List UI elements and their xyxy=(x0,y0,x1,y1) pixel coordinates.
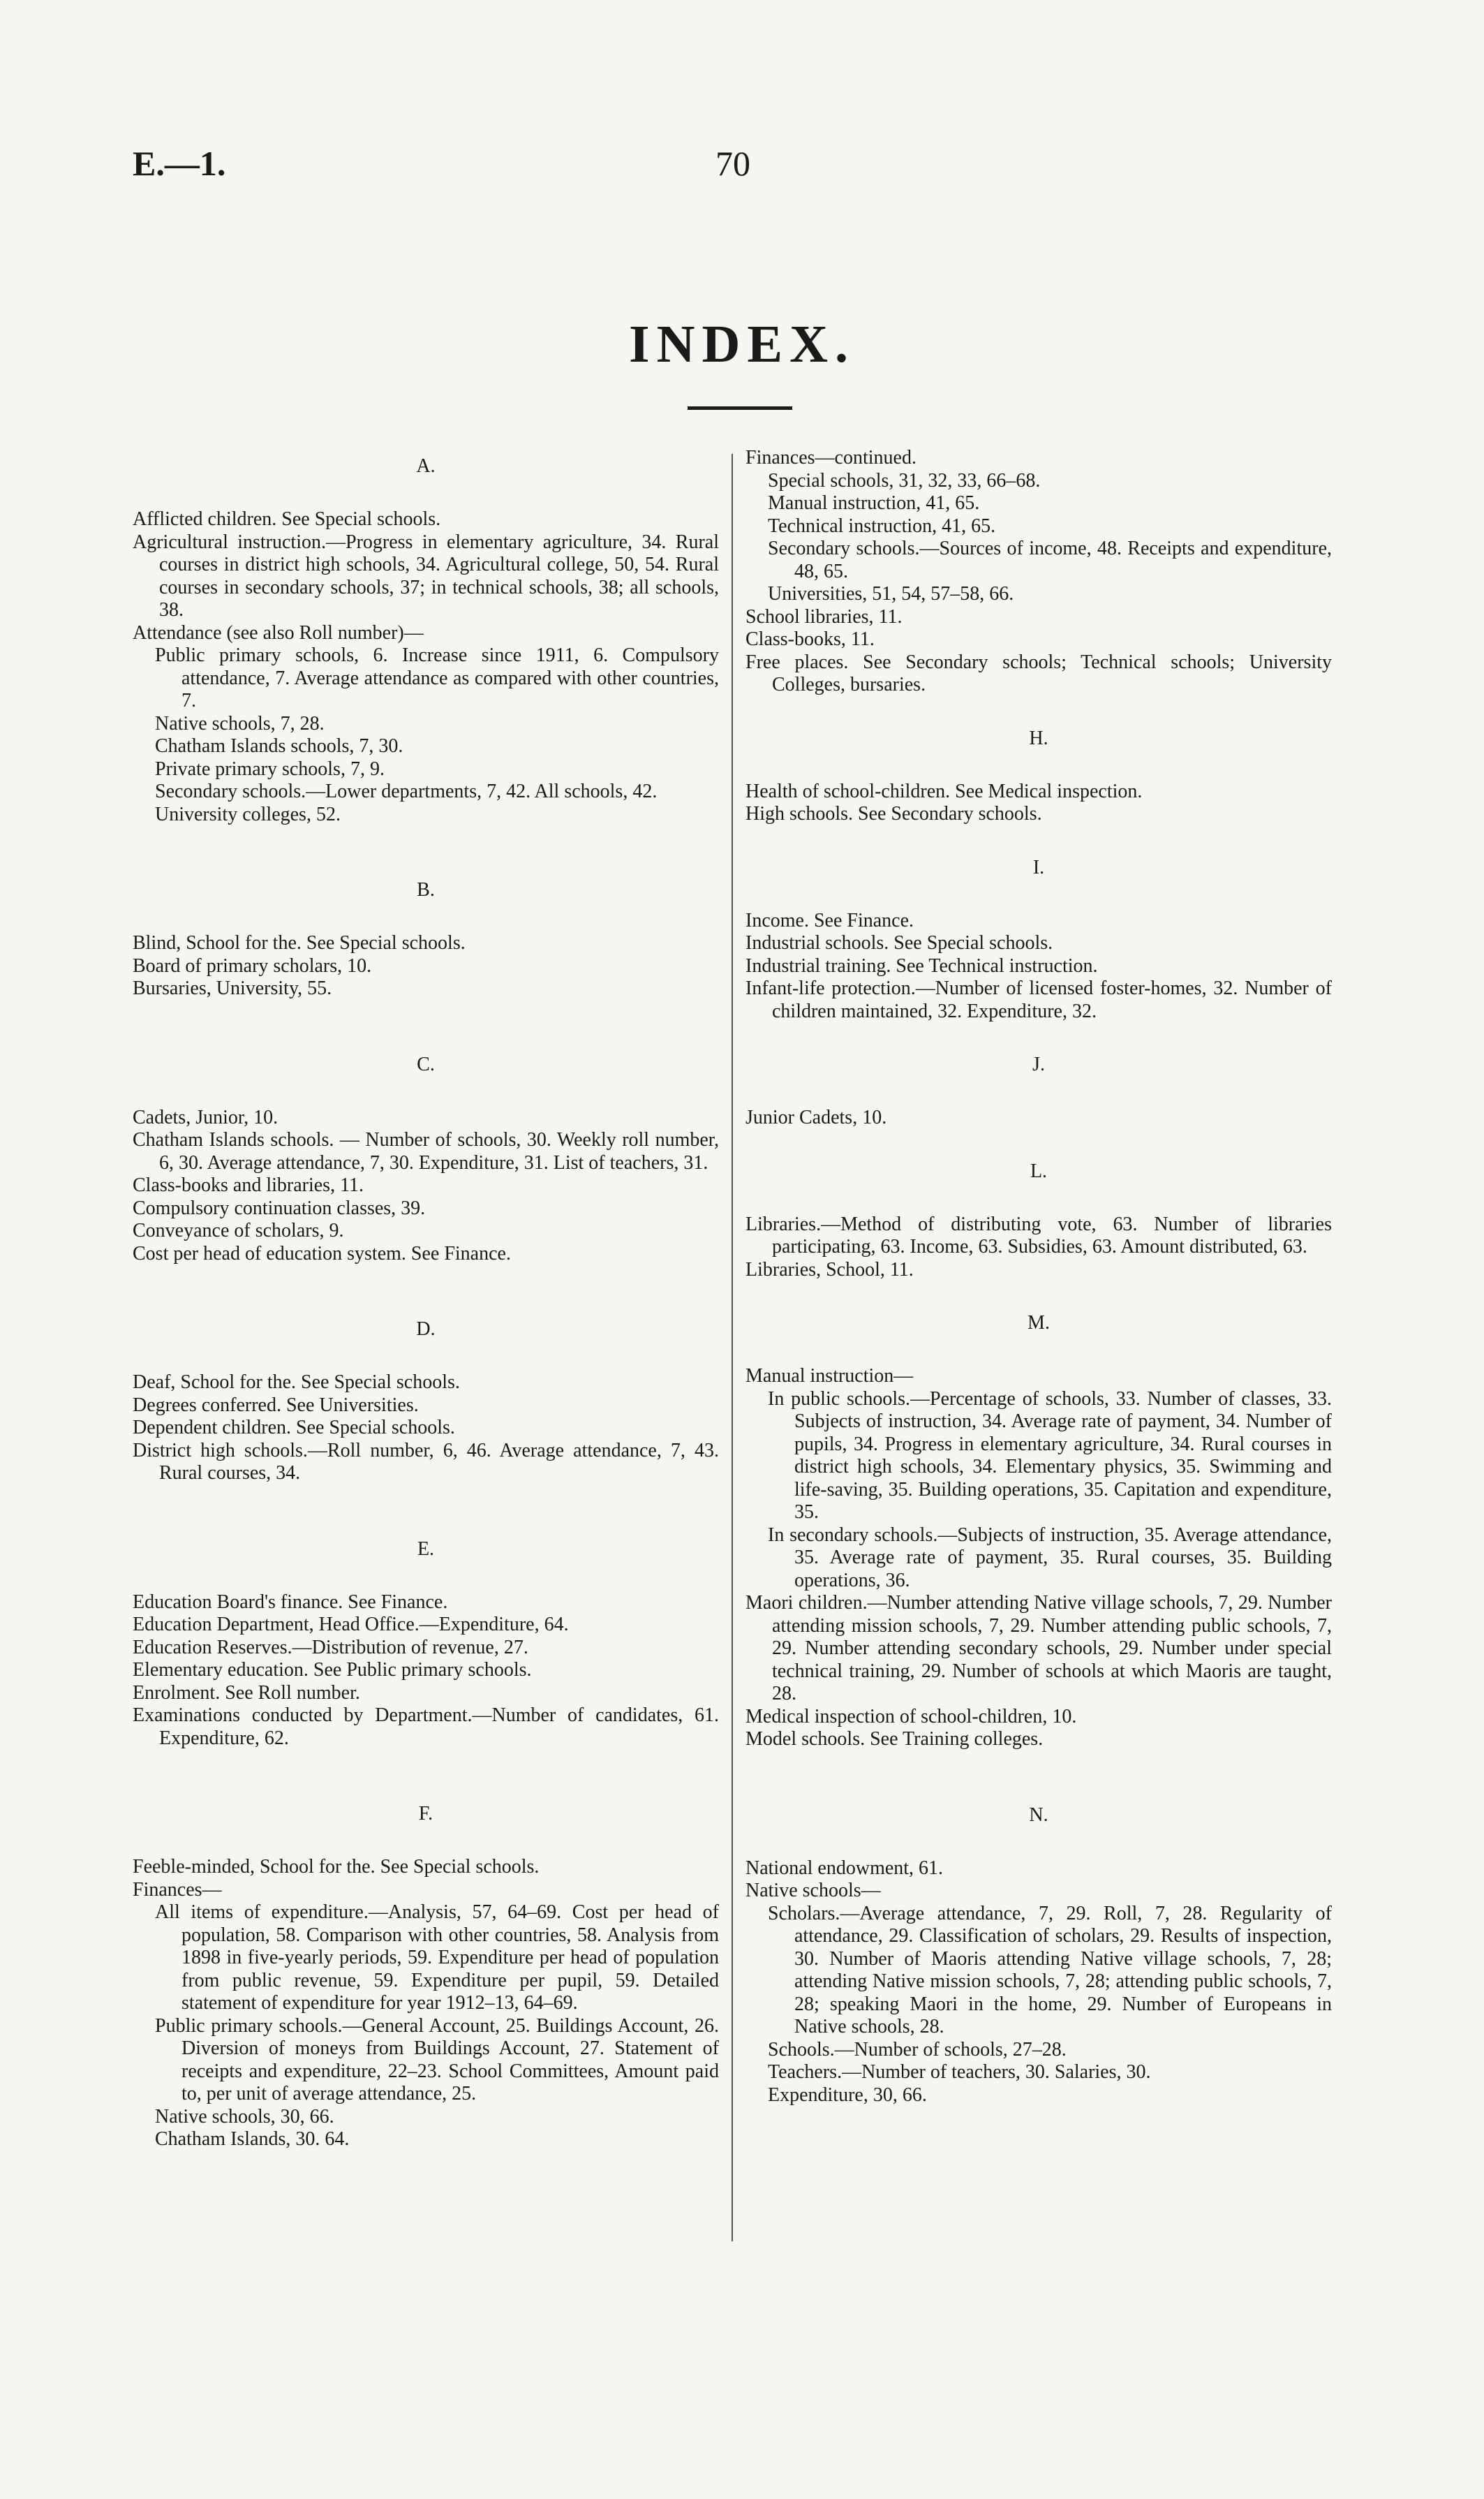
index-subentry: Secondary schools.—Sources of income, 48. Receipts and expenditure, 48, 65. xyxy=(768,538,1332,582)
page-title: INDEX. xyxy=(629,315,855,374)
index-entry: Conveyance of scholars, 9. xyxy=(133,1220,344,1241)
index-subentry: Technical instruction, 41, 65. xyxy=(768,515,996,537)
index-subentry: Universities, 51, 54, 57–58, 66. xyxy=(768,583,1014,605)
index-subentry: Teachers.—Number of teachers, 30. Salaries, 30. xyxy=(768,2061,1151,2083)
index-entry: Dependent children. See Special schools. xyxy=(133,1417,455,1438)
index-subentry: Native schools, 7, 28. xyxy=(155,712,325,735)
page-number: 70 xyxy=(715,144,750,183)
left-column xyxy=(133,447,719,2151)
index-subentry: In secondary schools.—Subjects of instruction, 35. Average attendance, 35. Average rate of payment, 35. Rural courses, 35. Building operations, 36. xyxy=(768,1524,1332,1591)
index-entry: Income. See Finance. xyxy=(745,909,914,931)
index-entry: Bursaries, University, 55. xyxy=(133,978,332,999)
index-entry: Compulsory continuation classes, 39. xyxy=(133,1197,426,1219)
index-entry: Industrial schools. See Special schools. xyxy=(745,932,1053,954)
index-entry: Model schools. See Training colleges. xyxy=(745,1728,1044,1750)
index-entry: Industrial training. See Technical instruction. xyxy=(745,954,1098,977)
index-subentry: In public schools.—Percentage of schools, 33. Number of classes, 33. Subjects of instruction, 34. Average rate of payment, 34. Number of pupils, 34. Progress in elementary agriculture, 34. Rural courses in district high schools, 34. Elementary physics, 35. Swimming and life-saving, 35. Building operations, 35. Capitation and expenditure, 35. xyxy=(768,1387,1332,1523)
index-entry: Junior Cadets, 10. xyxy=(745,1107,887,1128)
index-subentry: Private primary schools, 7, 9. xyxy=(155,758,385,780)
index-entry: Attendance (see also Roll number)— xyxy=(133,621,424,644)
index-entry: Agricultural instruction.—Progress in elementary agriculture, 34. Rural courses in district high schools, 34. Agricultural college, 50, 54. Rural courses in secondary schools, 37; in technical schools, 38; all schools, 38. xyxy=(133,531,719,621)
index-entry: Health of school-children. See Medical inspection. xyxy=(745,780,1143,802)
index-entry: Infant-life protection.—Number of licensed foster-homes, 32. Number of children maintained, 32. Expenditure, 32. xyxy=(745,978,1332,1022)
index-entry: Blind, School for the. See Special schools. xyxy=(133,932,466,954)
index-entry: Afflicted children. See Special schools. xyxy=(133,508,441,530)
index-entry: Maori children.—Number attending Native village schools, 7, 29. Number attending mission schools, 7, 29. Number attending public schools, 7, 29. Number attending secondary schools, 29. Number under special technical training, 29. Number of schools at which Maoris are taught, 28. xyxy=(745,1592,1332,1704)
index-entry: Class-books, 11. xyxy=(745,628,875,650)
index-entry: Medical inspection of school-children, 10. xyxy=(745,1705,1077,1727)
index-subentry: Expenditure, 30, 66. xyxy=(768,2084,927,2106)
index-subentry: Special schools, 31, 32, 33, 66–68. xyxy=(768,469,1041,492)
index-entry: Chatham Islands schools. — Number of schools, 30. Weekly roll number, 6, 30. Average attendance, 7, 30. Expenditure, 31. List of teachers, 31. xyxy=(133,1129,719,1174)
section-letter-a: A. xyxy=(416,455,436,477)
index-entry: Elementary education. See Public primary schools. xyxy=(133,1659,532,1681)
index-subentry: Public primary schools, 6. Increase since 1911, 6. Compulsory attendance, 7. Average attendance as compared with other countries, 7. xyxy=(155,644,719,712)
section-letter-f: F. xyxy=(418,1803,433,1825)
index-entry: Cadets, Junior, 10. xyxy=(133,1106,279,1128)
index-entry: School libraries, 11. xyxy=(745,605,903,628)
index-entry: Examinations conducted by Department.—Number of candidates, 61. Expenditure, 62. xyxy=(133,1704,719,1749)
section-letter-m: M. xyxy=(1027,1312,1050,1334)
index-entry: District high schools.—Roll number, 6, 46. Average attendance, 7, 43. Rural courses, 34. xyxy=(133,1439,719,1484)
index-subentry: All items of expenditure.—Analysis, 57, 64–69. Cost per head of population, 58. Comparison with other countries, 58. Analysis from 1898 in five-yearly periods, 59. Expenditure per head of population from public revenue, 59. Expenditure per pupil, 59. Detailed statement of expenditure for year 1912–13, 64–69. xyxy=(155,1901,719,2014)
section-letter-l: L. xyxy=(1030,1160,1048,1182)
index-entry: High schools. See Secondary schools. xyxy=(745,803,1042,825)
section-letter-j: J. xyxy=(1032,1054,1045,1075)
index-subentry: University colleges, 52. xyxy=(155,803,341,825)
index-subentry: Chatham Islands schools, 7, 30. xyxy=(155,735,403,757)
report-reference: E.—1. xyxy=(133,144,226,183)
index-subentry: Secondary schools.—Lower departments, 7, 42. All schools, 42. xyxy=(155,781,658,802)
index-subentry: Manual instruction, 41, 65. xyxy=(768,492,980,514)
index-entry: Board of primary scholars, 10. xyxy=(133,954,372,977)
index-entry: Deaf, School for the. See Special schools. xyxy=(133,1371,460,1393)
index-entry: Education Reserves.—Distribution of revenue, 27. xyxy=(133,1636,528,1658)
section-letter-b: B. xyxy=(417,879,435,901)
index-subentry: Schools.—Number of schools, 27–28. xyxy=(768,2038,1067,2061)
index-entry: Degrees conferred. See Universities. xyxy=(133,1394,419,1416)
index-entry: Enrolment. See Roll number. xyxy=(133,1681,360,1704)
index-entry: Feeble-minded, School for the. See Special schools. xyxy=(133,1856,540,1878)
section-letter-d: D. xyxy=(416,1318,436,1340)
column-divider xyxy=(732,454,733,2241)
section-letter-i: I. xyxy=(1032,856,1045,878)
index-entry: Class-books and libraries, 11. xyxy=(133,1174,364,1196)
section-letter-h: H. xyxy=(1029,727,1048,749)
index-entry: Education Department, Head Office.—Expenditure, 64. xyxy=(133,1614,569,1635)
title-rule xyxy=(688,406,792,410)
index-entry: Libraries, School, 11. xyxy=(745,1258,914,1281)
index-entry: Free places. See Secondary schools; Technical schools; University Colleges, bursaries. xyxy=(745,651,1332,695)
section-letter-c: C. xyxy=(417,1053,435,1075)
index-subentry: Scholars.—Average attendance, 7, 29. Roll, 7, 28. Regularity of attendance, 29. Classification of scholars, 29. Results of inspection, 30. Number of Maoris attending Native village schools, 7, 28; attending Native mission schools, 7, 28; attending public schools, 7, 28; speaking Maori in the home, 29. Number of Europeans in Native schools, 28. xyxy=(768,1902,1332,2037)
section-letter-e: E. xyxy=(417,1538,435,1560)
index-entry: Cost per head of education system. See Finance. xyxy=(133,1242,511,1265)
index-entry: Finances—continued. xyxy=(745,447,917,469)
index-entry: Libraries.—Method of distributing vote, 63. Number of libraries participating, 63. Income, 63. Subsidies, 63. Amount distributed, 63. xyxy=(745,1213,1332,1258)
index-entry: Native schools— xyxy=(745,1880,881,1901)
section-letter-n: N. xyxy=(1029,1804,1048,1826)
index-entry: Manual instruction— xyxy=(745,1365,914,1387)
index-entry: National endowment, 61. xyxy=(745,1857,944,1879)
right-column xyxy=(745,447,1332,2107)
index-subentry: Chatham Islands, 30. 64. xyxy=(155,2128,350,2150)
index-entry: Finances— xyxy=(133,1878,222,1901)
index-subentry: Native schools, 30, 66. xyxy=(155,2105,334,2128)
index-entry: Education Board's finance. See Finance. xyxy=(133,1591,448,1613)
index-subentry: Public primary schools.—General Account, 25. Buildings Account, 26. Diversion of moneys from Buildings Account, 27. Statement of receipts and expenditure, 22–23. School Committees, Amount paid to, per unit of average attendance, 25. xyxy=(155,2014,719,2104)
